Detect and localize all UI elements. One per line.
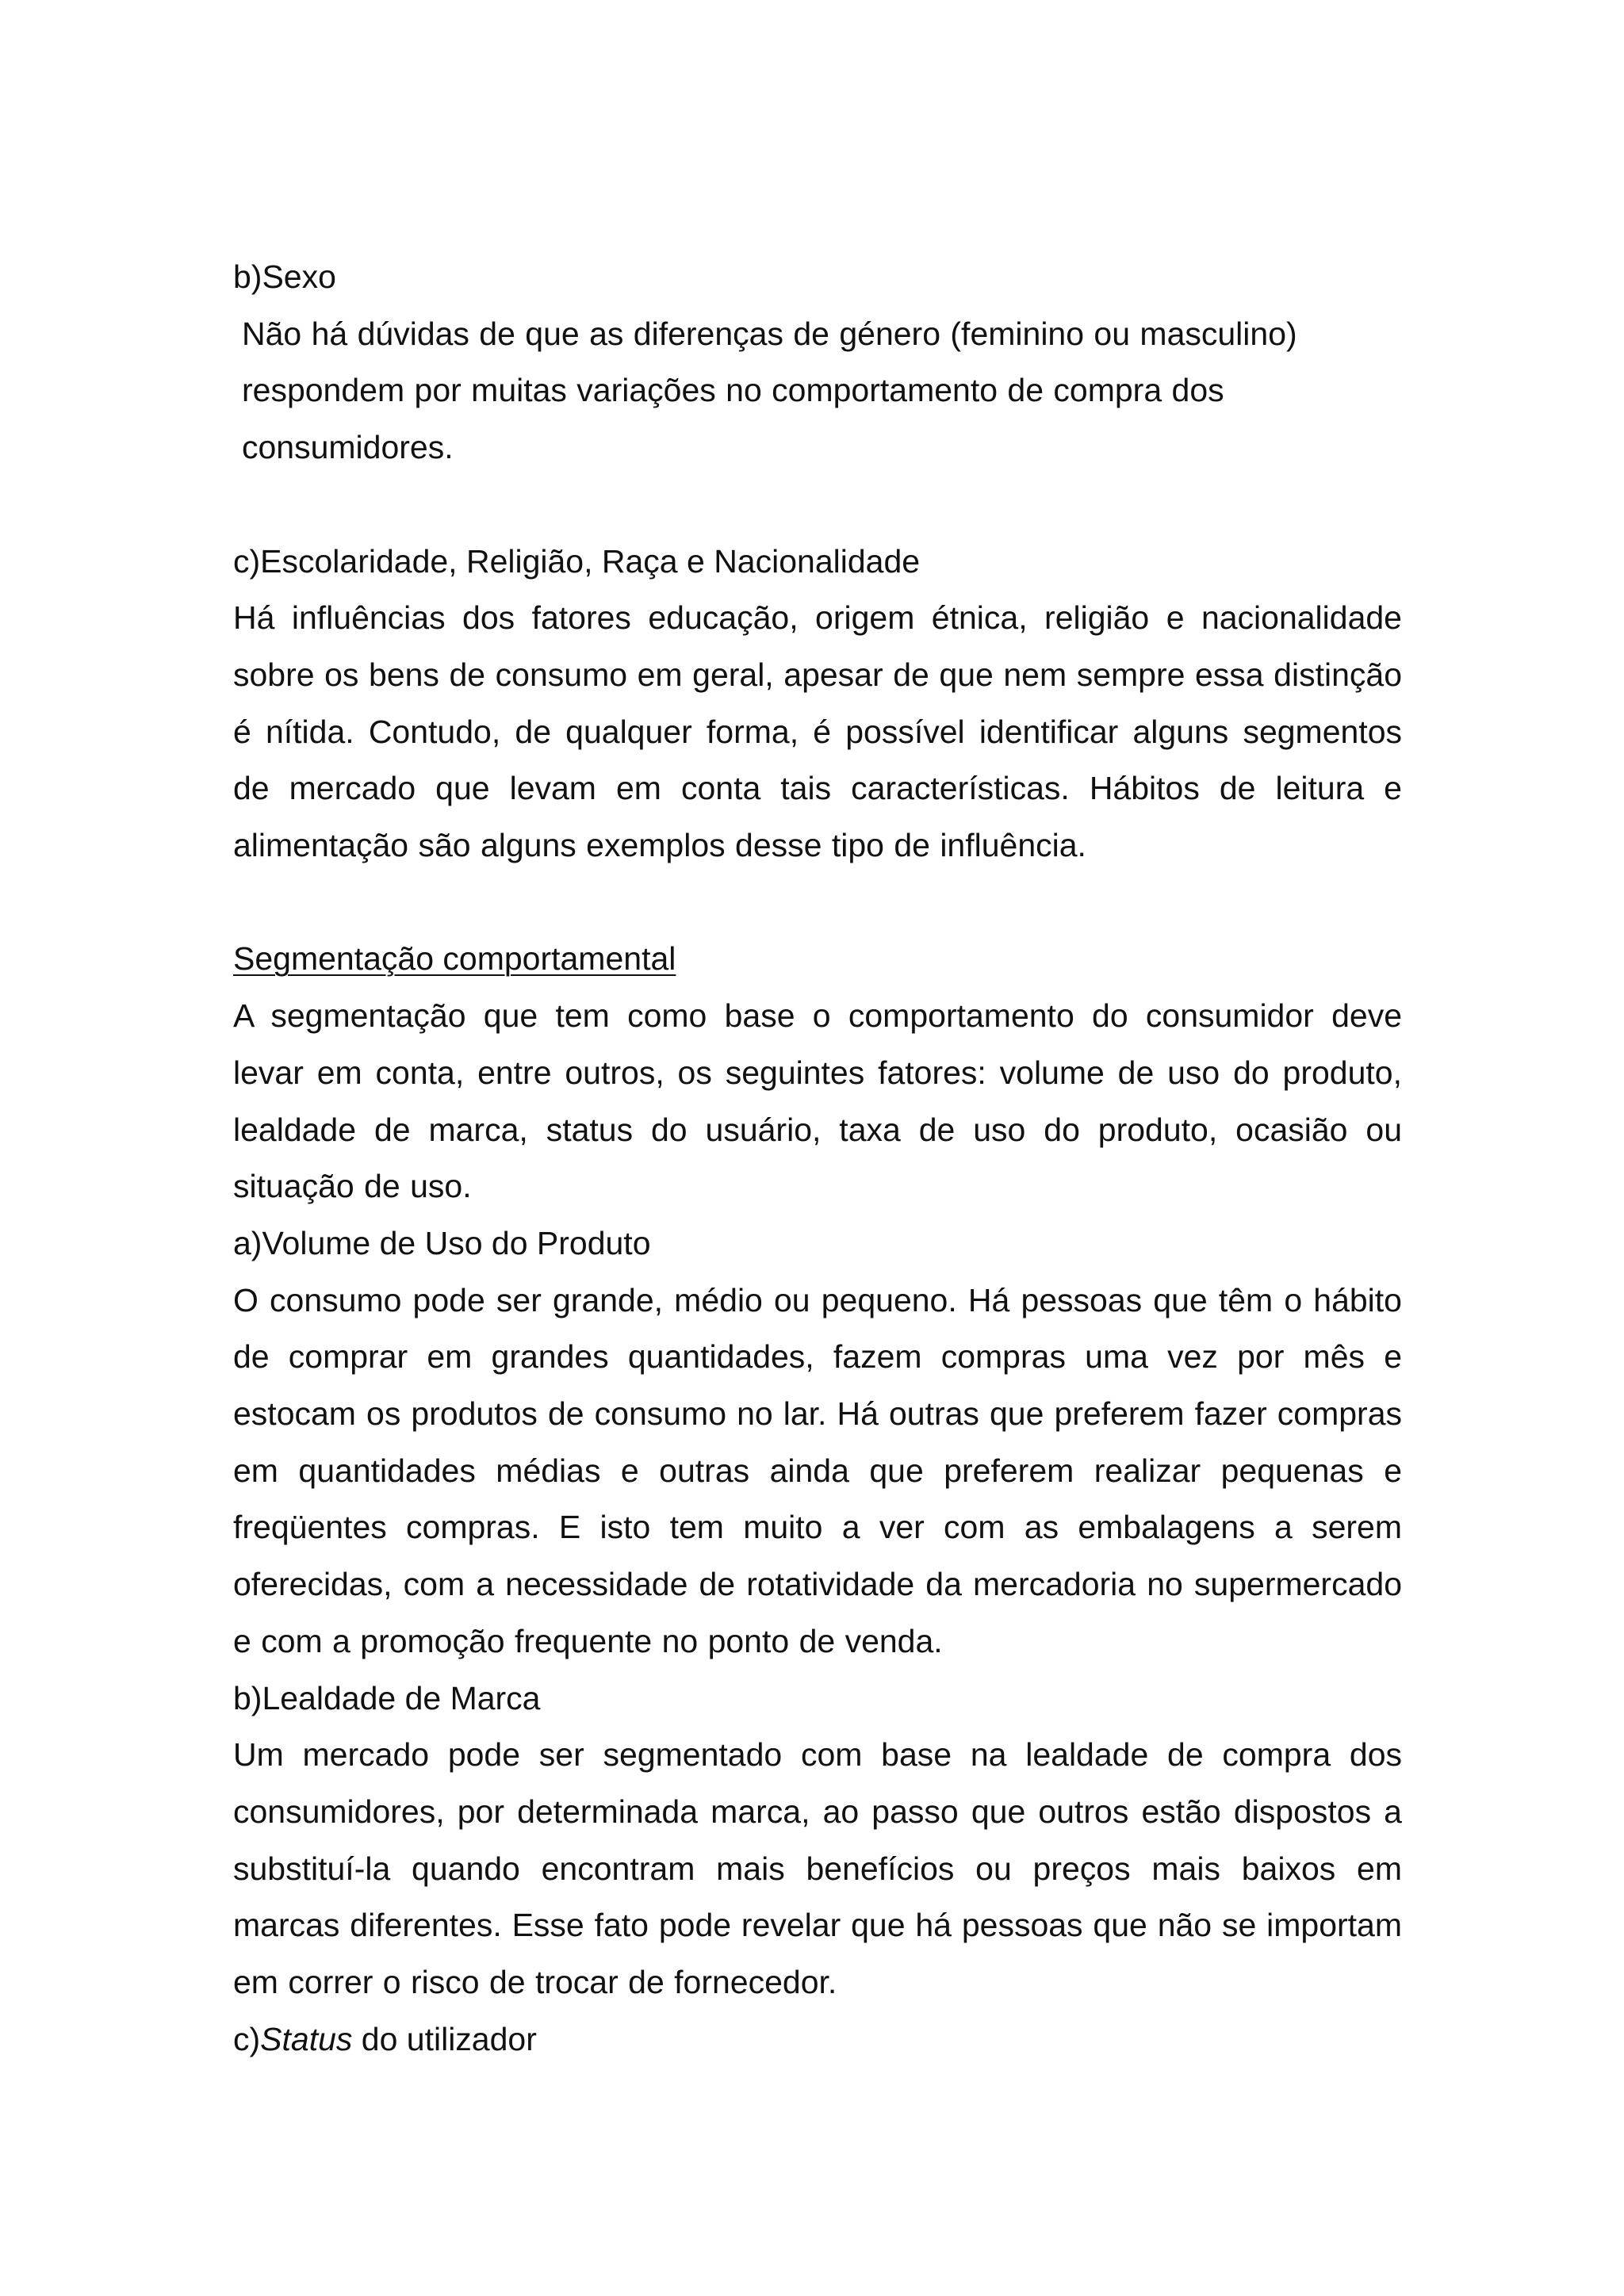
section-heading-status — [233, 2011, 1402, 2068]
paragraph-escolaridade: Há influências dos fatores educação, origem étnica, religião e nacionalidade sobre os bens de consumo em geral, apesar de que nem sempre essa distinção é nítida. Contudo, de qualquer forma, é possível identificar alguns segmentos de mercado que levam em conta tais características. Hábitos de leitura e alimentação são alguns exemplos desse tipo de influência. — [233, 599, 1402, 864]
status-heading-italic: Status — [260, 2020, 353, 2057]
paragraph-gap — [233, 476, 1402, 534]
section-heading-escolaridade: c)Escolaridade, Religião, Raça e Nacionalidade — [233, 542, 921, 580]
paragraph-gap — [233, 874, 1402, 932]
paragraph-volume: O consumo pode ser grande, médio ou pequeno. Há pessoas que têm o hábito de comprar em grandes quantidades, fazem compras uma vez por mês e estocam os produtos de consumo no lar. Há outras que preferem fazer compras em quantidades médias e outras ainda que preferem realizar pequenas e freqüentes compras. E isto tem muito a ver com as embalagens a serem oferecidas, com a necessidade de rotatividade da mercadoria no supermercado e com a promoção frequente no ponto de venda. — [233, 1281, 1402, 1659]
section-heading-volume: a)Volume de Uso do Produto — [233, 1224, 651, 1261]
paragraph-segmentacao: A segmentação que tem como base o comportamento do consumidor deve levar em conta, entre outros, os seguintes fatores: volume de uso do produto, lealdade de marca, status do usuário, taxa de uso do produto, ocasião ou situação de uso. — [233, 997, 1402, 1205]
section-heading-segmentacao: Segmentação comportamental — [233, 940, 676, 978]
section-heading-lealdade: b)Lealdade de Marca — [233, 1679, 541, 1716]
status-heading-prefix: c) — [233, 2020, 261, 2057]
section-heading-sexo: b)Sexo — [233, 258, 336, 295]
status-heading-suffix: do utilizador — [352, 2020, 537, 2057]
paragraph-sexo: Não há dúvidas de que as diferenças de género (feminino ou masculino) respondem por muitas variações no comportamento de compra dos consumidores. — [242, 315, 1297, 466]
paragraph-lealdade: Um mercado pode ser segmentado com base na lealdade de compra dos consumidores, por determinada marca, ao passo que outros estão dispostos a substituí-la quando encontram mais benefícios ou preços mais baixos em marcas diferentes. Esse fato pode revelar que há pessoas que não se importam em correr o risco de trocar de fornecedor. — [233, 1736, 1402, 2001]
text-column — [233, 249, 1402, 2068]
